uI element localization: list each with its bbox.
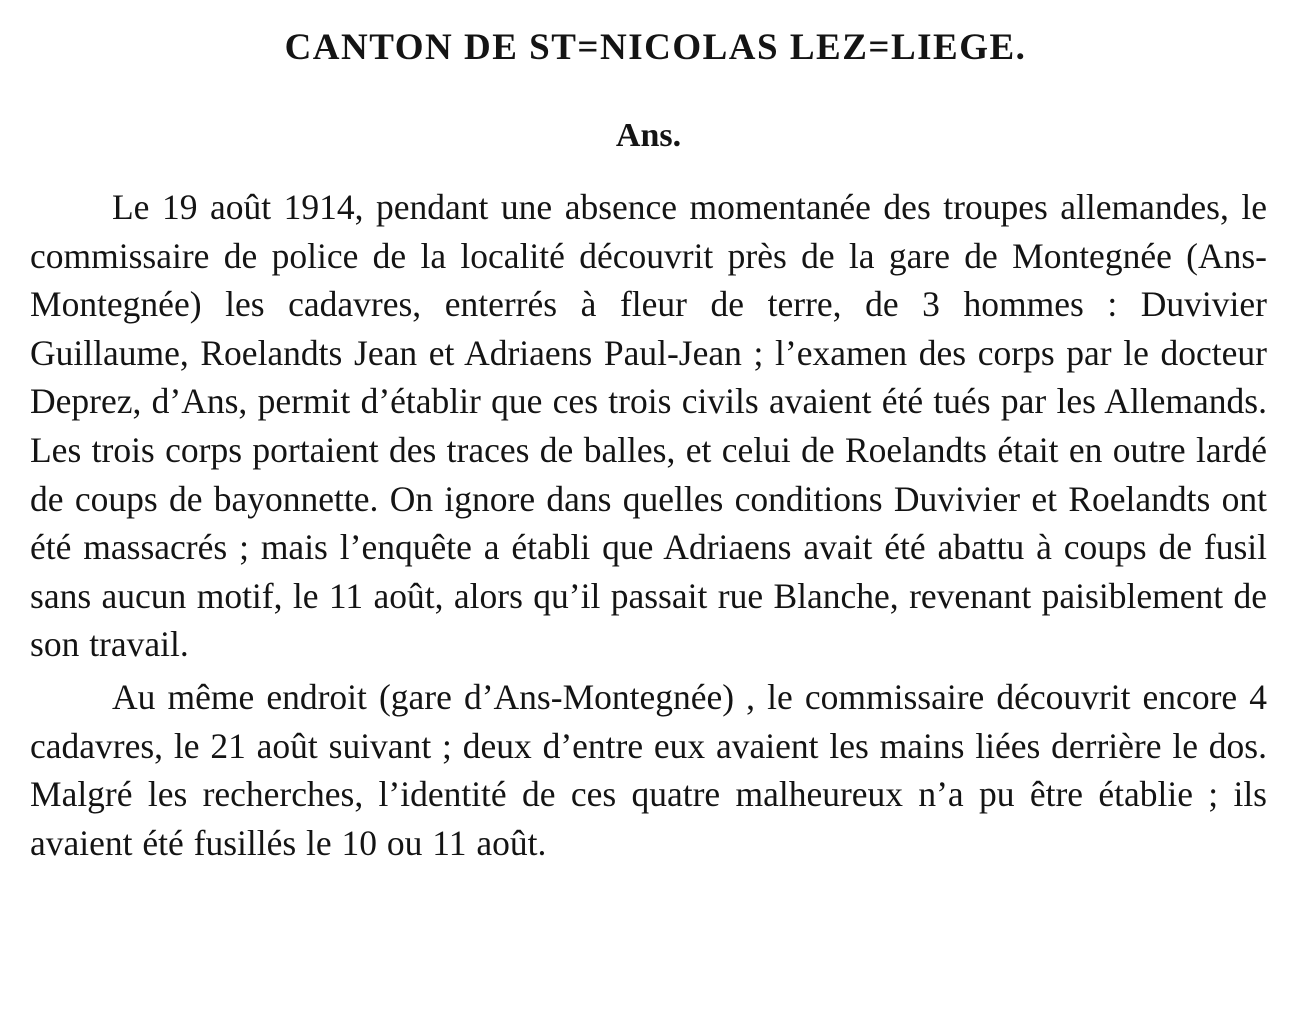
paragraph-2: Au même endroit (gare d’Ans-Montegnée) , le commissaire découvrit encore 4 cadavres, le 21 août suivant ; deux d’entre eux avaient les mains liées derrière le dos. Malgré les recherches, l’identité de ces quatre malheureux n’a pu être établie ; ils avaient été fusillés le 10 ou 11 août. (30, 676, 1267, 863)
body-text (30, 183, 1267, 867)
locality-heading: Ans. (615, 117, 682, 154)
canton-title: CANTON DE ST=NICOLAS LEZ=LIEGE. (284, 27, 1027, 68)
paragraph-1: Le 19 août 1914, pendant une absence momentanée des troupes allemandes, le commissaire de police de la localité découvrit près de la gare de Montegnée (Ans-Montegnée) les cadavres, enterrés à fleur de terre, de 3 hommes : Duvivier Guillaume, Roelandts Jean et Adriaens Paul-Jean ; l’examen des corps par le docteur Deprez, d’Ans, permit d’établir que ces trois civils avaient été tués par les Allemands. Les trois corps portaient des traces de balles, et celui de Roelandts était en outre lardé de coups de bayonnette. On ignore dans quelles conditions Duvivier et Roelandts ont été massacrés ; mais l’enquête a établi que Adriaens avait été abattu à coups de fusil sans aucun motif, le 11 août, alors qu’il passait rue Blanche, revenant paisiblement de son travail. (30, 187, 1267, 665)
